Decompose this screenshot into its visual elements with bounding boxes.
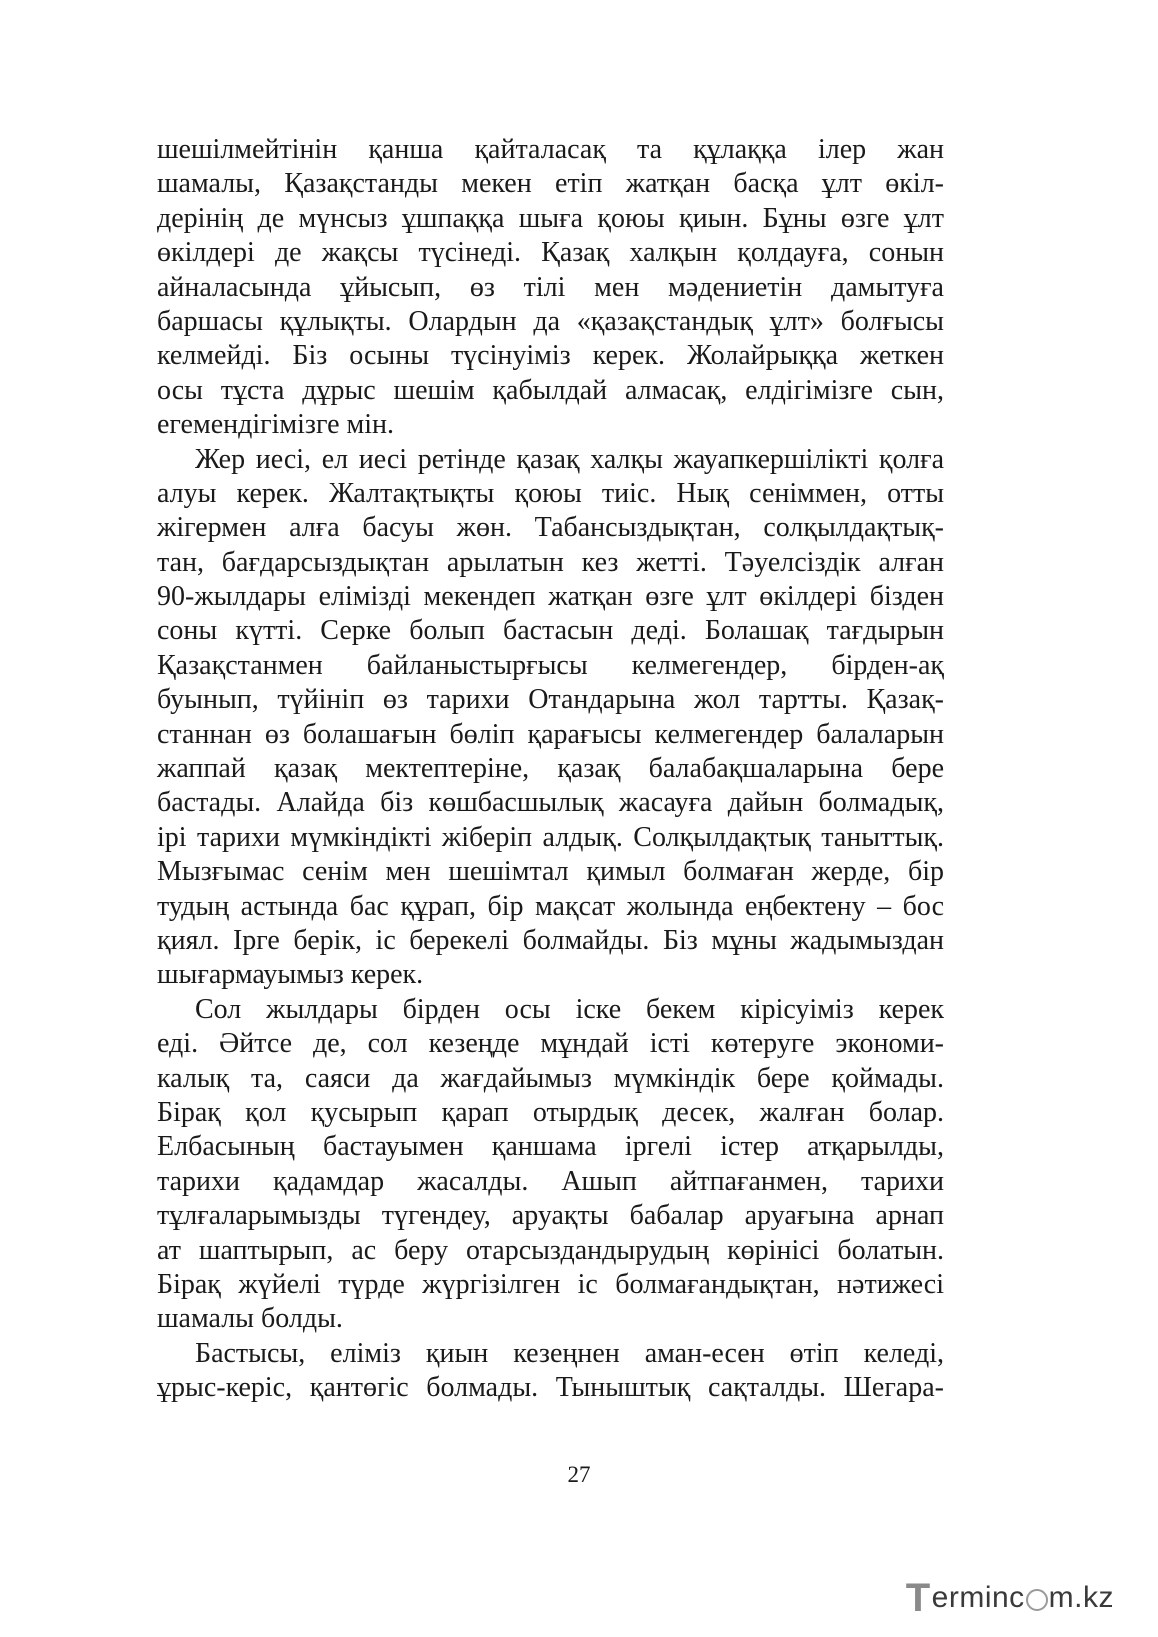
text-line: буынып, түйініп өз тарихи Отандарына жол тартты. Қазақ- xyxy=(157,684,944,716)
text-line: баршасы құлықты. Олардын да «қазақстандық ұлт» болғысы xyxy=(157,305,944,337)
text-line: Бірақ қол қусырып қарап отырдық десек, жалған болар. xyxy=(157,1096,944,1128)
watermark-text-end: m.kz xyxy=(1048,1581,1114,1614)
text-line: келмейді. Біз осыны түсінуіміз керек. Жолайрыққа жеткен xyxy=(157,340,944,372)
text-line: дерінің де мүнсыз ұшпаққа шыға қоюы қиын. Бұны өзге ұлт xyxy=(157,202,944,234)
text-line: Жер иесі, ел иесі ретінде қазақ халқы жауапкершілікті қолға xyxy=(195,443,944,475)
text-line: айналасында ұйысып, өз тілі мен мәдениетін дамытуға xyxy=(157,271,944,303)
text-line: тан, бағдарсыздықтан арылатын кез жетті. Тәуелсіздік алған xyxy=(157,546,944,578)
text-line: шешілмейтінін қанша қайталасақ та құлаққа ілер жан xyxy=(157,134,944,165)
text-line: бастады. Алайда біз көшбасшылық жасауға дайын болмадық, xyxy=(157,787,944,819)
text-line: осы тұста дұрыс шешім қабылдай алмасақ, елдігімізге сын, xyxy=(157,374,944,406)
text-line: Сол жылдары бірден осы іске бекем кірісуіміз керек xyxy=(195,993,944,1025)
page-number: 27 xyxy=(567,1462,591,1487)
text-line: тудың астында бас құрап, бір мақсат жолында еңбектену – бос xyxy=(157,890,944,922)
text-line: Бірақ жүйелі түрде жүргізілген іс болмағандықтан, нәтижесі xyxy=(157,1268,944,1300)
text-line: ат шаптырып, ас беру отарсыздандырудың көрінісі болатын. xyxy=(157,1234,944,1266)
text-line: тұлғаларымызды түгендеу, аруақты бабалар аруағына арнап xyxy=(157,1200,944,1232)
text-line: шамалы, Қазақстанды мекен етіп жатқан басқа ұлт өкіл- xyxy=(157,168,944,200)
text-line: Мызғымас сенім мен шешімтал қимыл болмаған жерде, бір xyxy=(157,856,944,888)
text-line: тарихи қадамдар жасалды. Ашып айтпағанмен, тарихи xyxy=(157,1165,944,1197)
text-line: қиял. Ірге берік, іс берекелі болмайды. Біз мұны жадымыздан xyxy=(157,924,944,956)
text-line: 90-жылдары елімізді мекендеп жатқан өзге ұлт өкілдері бізден xyxy=(157,581,944,613)
text-line: егемендігімізге мін. xyxy=(157,409,394,441)
text-line: алуы керек. Жалтақтықты қоюы тиіс. Нық сеніммен, отты xyxy=(157,477,944,509)
watermark-text-start: erminc xyxy=(931,1581,1025,1614)
text-line: өкілдері де жақсы түсінеді. Қазақ халқын қолдауға, сонын xyxy=(157,237,944,269)
text-line: шамалы болды. xyxy=(157,1303,343,1335)
text-line: шығармауымыз керек. xyxy=(157,959,424,991)
watermark-letter: T xyxy=(905,1575,931,1620)
text-line: жаппай қазақ мектептеріне, қазақ балабақшаларына бере xyxy=(157,753,944,785)
magnifier-icon xyxy=(1026,1589,1048,1611)
text-line: еді. Әйтсе де, сол кезеңде мұндай істі көтеруге экономи- xyxy=(157,1028,944,1060)
text-line: станнан өз болашағын бөліп қарағысы келмегендер балаларын xyxy=(157,718,944,750)
text-line: ірі тарихи мүмкіндікті жіберіп алдық. Солқылдақтық таныттық. xyxy=(157,821,944,853)
text-line: жігермен алға басуы жөн. Табансыздықтан, солқылдақтық- xyxy=(157,512,944,544)
text-line: калық та, саяси да жағдайымыз мүмкіндік бере қоймады. xyxy=(157,1062,944,1094)
text-line: Қазақстанмен байланыстырғысы келмегендер, бірден-ақ xyxy=(157,649,944,681)
body-text xyxy=(157,133,944,1405)
text-line: Елбасының бастауымен қаншама іргелі істер атқарылды, xyxy=(157,1131,944,1163)
text-line: Бастысы, еліміз қиын кезеңнен аман-есен өтіп келеді, xyxy=(195,1337,944,1369)
watermark-logo xyxy=(905,1575,1114,1620)
text-line: ұрыс-керіс, қантөгіс болмады. Тыныштық сақталды. Шегара- xyxy=(157,1372,944,1404)
text-line: соны күтті. Серке болып бастасын деді. Болашақ тағдырын xyxy=(157,615,944,647)
